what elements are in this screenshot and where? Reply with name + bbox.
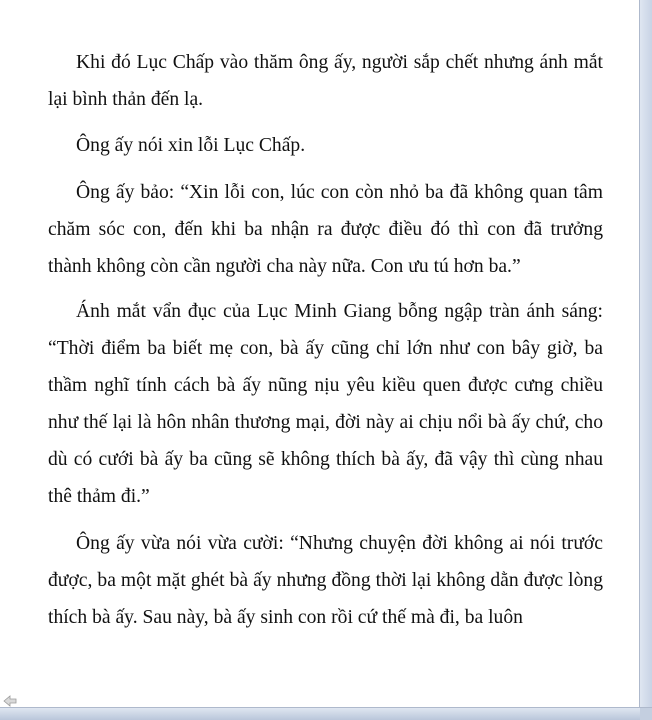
paragraph-1: Khi đó Lục Chấp vào thăm ông ấy, người sắp chết nhưng ánh mắt lại bình thản đến lạ. xyxy=(48,52,603,110)
paragraph-2: Ông ấy nói xin lỗi Lục Chấp. xyxy=(76,135,306,156)
paragraph-4: Ánh mắt vẩn đục của Lục Minh Giang bỗng ngập tràn ánh sáng: “Thời điểm ba biết mẹ con, bà ấy cũng chỉ lớn như con bây giờ, ba thầm nghĩ tính cách bà ấy nũng nịu yêu kiều quen được cưng chiều như thế lại là hôn nhân thương mại, đời này ai chịu nổi bà ấy chứ, cho dù có cưới bà ấy ba cũng sẽ không thích bà ấy, đã vậy thì cùng nhau thê thảm đi.” xyxy=(48,301,603,507)
page-text xyxy=(48,44,603,650)
paragraph-3: Ông ấy bảo: “Xin lỗi con, lúc con còn nhỏ ba đã không quan tâm chăm sóc con, đến khi ba nhận ra được điều đó thì con đã trưởng thành không còn cần người cha này nữa. Con ưu tú hơn ba.” xyxy=(48,182,603,277)
horizontal-scrollbar[interactable] xyxy=(0,707,652,720)
resize-corner xyxy=(640,708,652,720)
previous-page-arrow-icon[interactable] xyxy=(2,694,18,708)
arrow-left-icon xyxy=(2,694,18,708)
paragraph-5: Ông ấy vừa nói vừa cười: “Nhưng chuyện đời không ai nói trước được, ba một mặt ghét bà ấy nhưng đồng thời lại không dằn được lòng thích bà ấy. Sau này, bà ấy sinh con rồi cứ thế mà đi, ba luôn xyxy=(48,533,603,628)
vertical-scrollbar[interactable] xyxy=(639,0,652,708)
